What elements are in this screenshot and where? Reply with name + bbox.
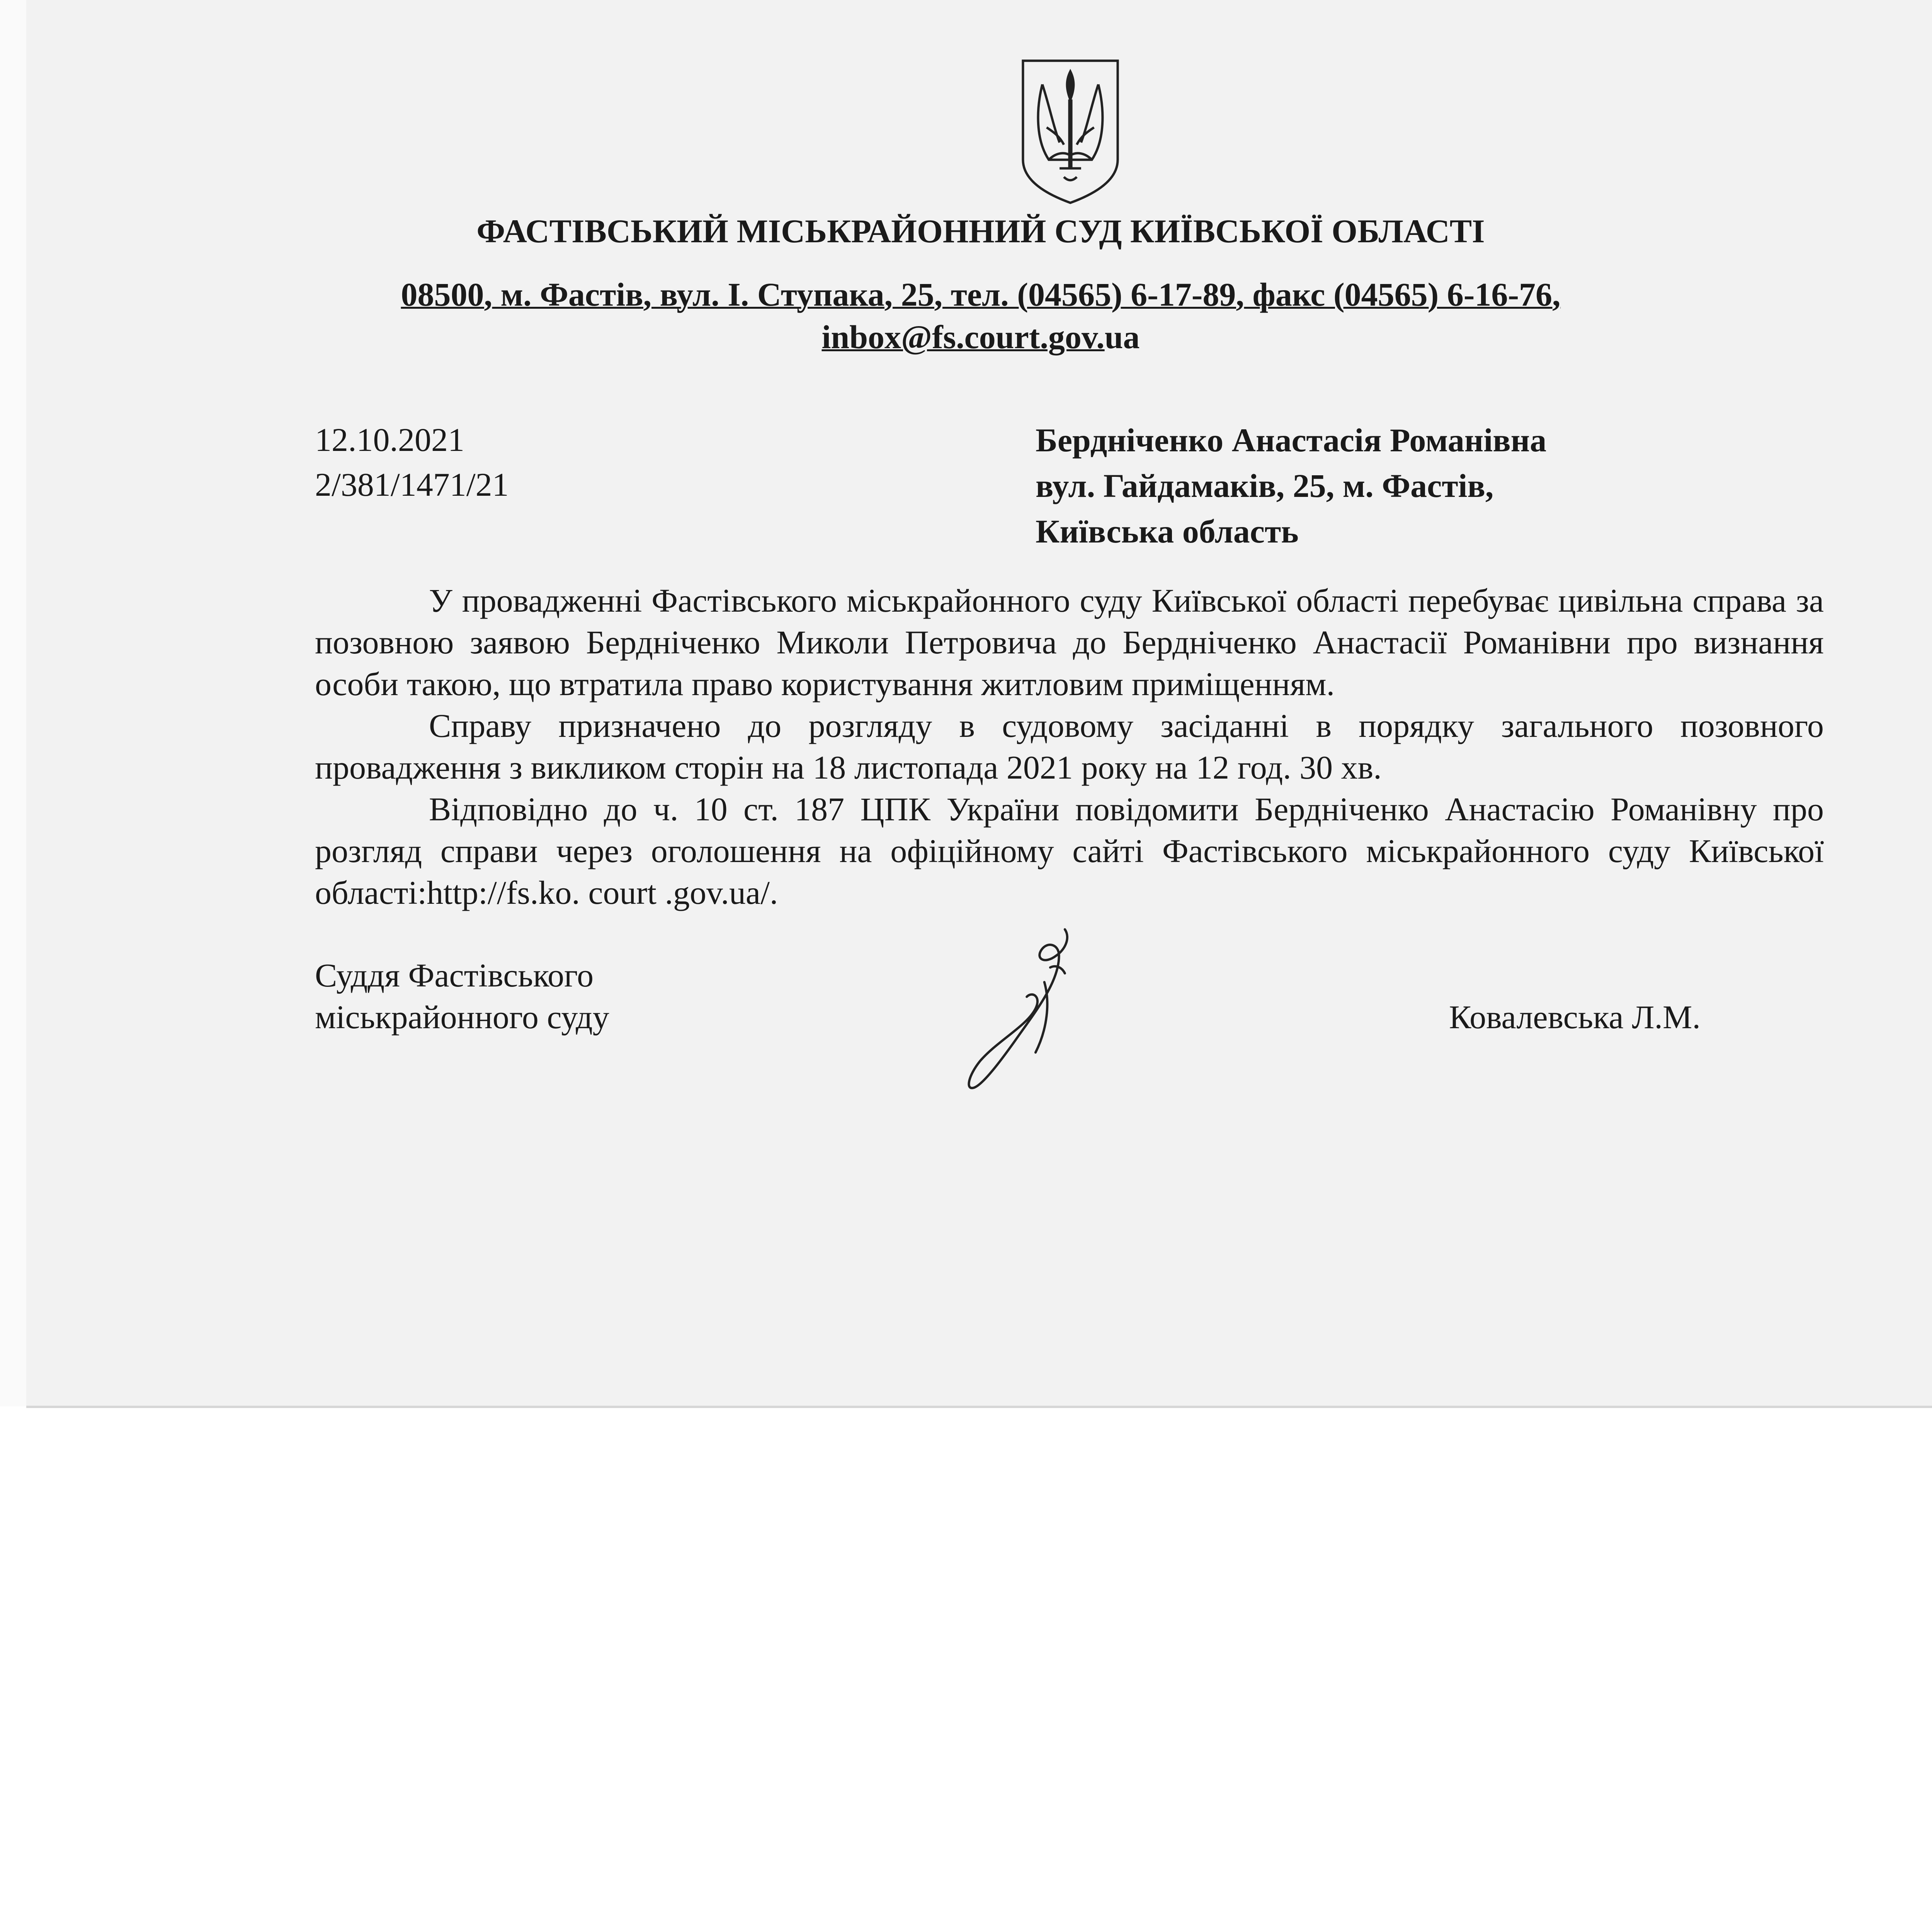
judge-title: [315, 954, 609, 1038]
reference-number: 2/381/1471/21: [315, 466, 509, 503]
letter-date: 12.10.2021: [315, 421, 464, 458]
court-email-suffix: ua: [1104, 318, 1140, 355]
judge-title-line2: міськрайонного суду: [315, 998, 609, 1036]
handwritten-signature: [962, 923, 1109, 1094]
court-address-line: 08500, м. Фастів, вул. І. Ступака, 25, тел. (04565) 6-17-89, факс (04565) 6-16-76,: [401, 276, 1561, 313]
recipient-street: вул. Гайдамаків, 25, м. Фастів,: [1036, 467, 1494, 504]
court-name-heading: ФАСТІВСЬКИЙ МІСЬКРАЙОННИЙ СУД КИЇВСЬКОЇ ОБЛАСТІ: [476, 213, 1485, 250]
body-paragraph: У провадженні Фастівського міськрайонного суду Київської області перебуває цивільна справа за позовною заявою Бердніченко Миколи Петровича до Бердніченко Анастасії Романівни про визнання особи такою, що втратила право користування житловим приміщенням.: [315, 582, 1824, 702]
court-email-link[interactable]: inbox@fs.court.gov.: [821, 318, 1105, 355]
judge-name: Ковалевська Л.М.: [1449, 998, 1701, 1036]
court-email-line: [0, 318, 1932, 356]
judge-title-line1: Суддя Фастівського: [315, 957, 594, 994]
recipient-name: Бердніченко Анастасія Романівна: [1036, 422, 1547, 459]
letter-meta: [315, 417, 509, 507]
body-paragraph: Відповідно до ч. 10 ст. 187 ЦПК України повідомити Бердніченко Анастасію Романівну про розгляд справи через оголошення на офіційному сайті Фастівського міськрайонного суду Київської області:http://fs.ko. court .gov.ua/.: [315, 791, 1824, 911]
body-paragraph: Справу призначено до розгляду в судовому засіданні в порядку загального позовного провадження з викликом сторін на 18 листопада 2021 року на 12 год. 30 хв.: [315, 707, 1824, 786]
scan-bottom-edge: [26, 1406, 1932, 1408]
letter-body: [315, 580, 1824, 913]
scan-margin: [0, 0, 26, 1406]
recipient-region: Київська область: [1036, 513, 1299, 550]
ukraine-trident-emblem-icon: [1016, 56, 1124, 207]
recipient-block: [1036, 417, 1546, 554]
